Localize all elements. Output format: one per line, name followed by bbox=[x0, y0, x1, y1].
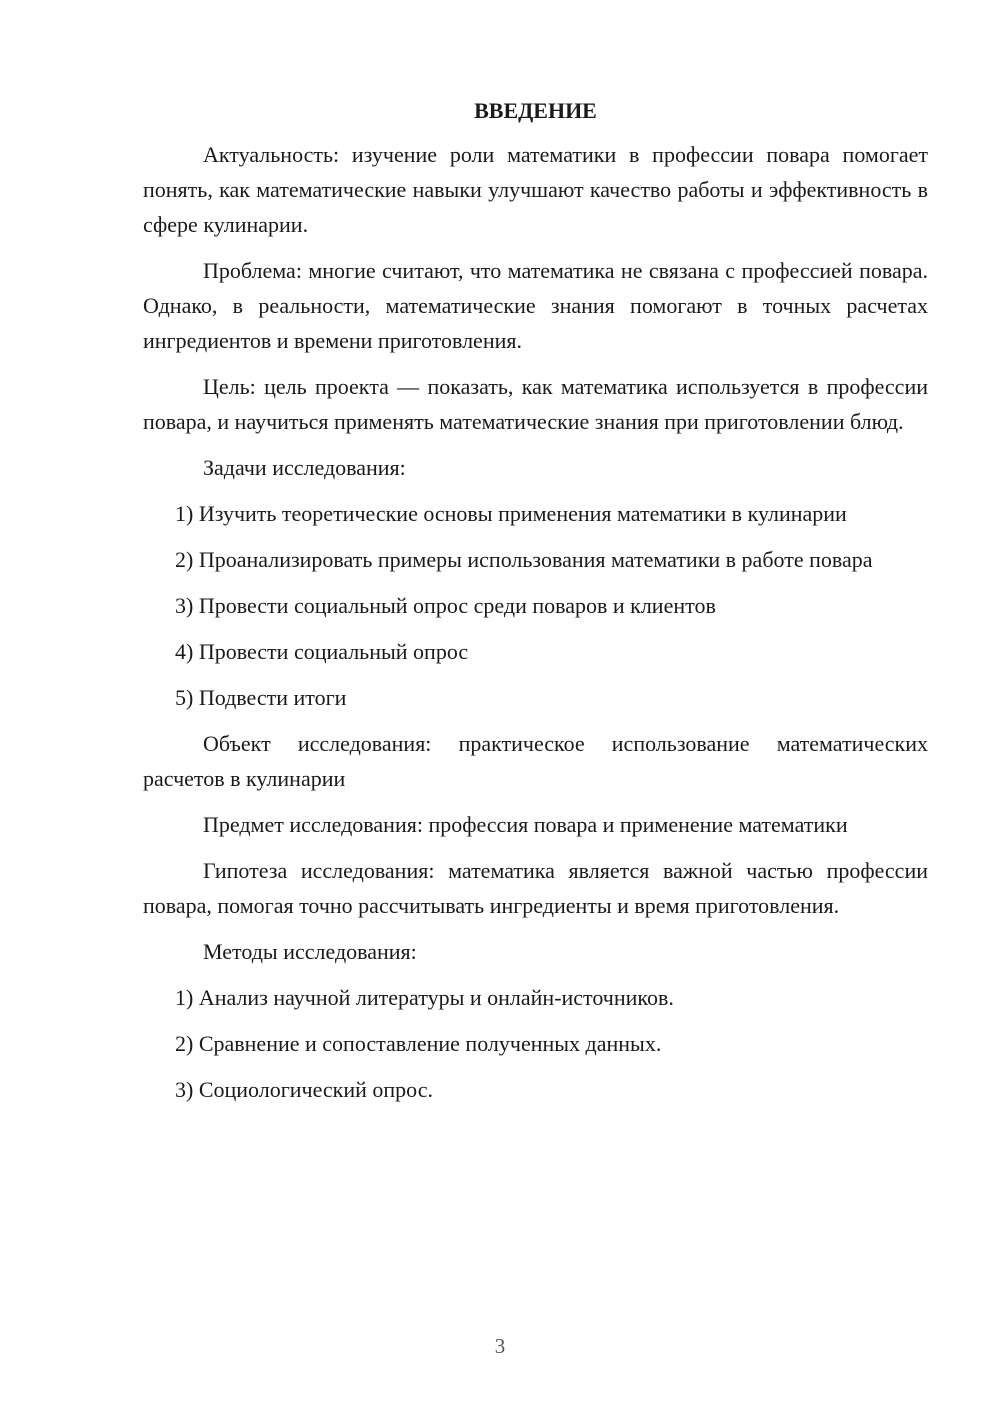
task-item-1: 1) Изучить теоретические основы применения математики в кулинарии bbox=[175, 501, 847, 526]
page-title: ВВЕДЕНИЕ bbox=[474, 98, 597, 123]
object-paragraph: Объект исследования: практическое использование математических расчетов в кулинарии bbox=[143, 731, 928, 791]
task-item-4: 4) Провести социальный опрос bbox=[175, 639, 469, 664]
method-item-1: 1) Анализ научной литературы и онлайн-источников. bbox=[175, 985, 674, 1010]
task-item-3: 3) Провести социальный опрос среди поваров и клиентов bbox=[175, 593, 716, 618]
methods-heading: Методы исследования: bbox=[203, 939, 417, 964]
problem-paragraph: Проблема: многие считают, что математика не связана с профессией повара. Однако, в реальности, математические знания помогают в точных расчетах ингредиентов и времени приготовления. bbox=[143, 258, 928, 353]
relevance-paragraph: Актуальность: изучение роли математики в профессии повара помогает понять, как математические навыки улучшают качество работы и эффективность в сфере кулинарии. bbox=[143, 142, 928, 237]
task-item-2: 2) Проанализировать примеры использования математики в работе повара bbox=[175, 547, 873, 572]
method-item-3: 3) Социологический опрос. bbox=[175, 1077, 433, 1102]
tasks-heading: Задачи исследования: bbox=[203, 455, 406, 480]
hypothesis-paragraph: Гипотеза исследования: математика является важной частью профессии повара, помогая точно рассчитывать ингредиенты и время приготовления. bbox=[143, 858, 928, 918]
page-number: 3 bbox=[494, 1334, 506, 1358]
subject-paragraph: Предмет исследования: профессия повара и применение математики bbox=[203, 812, 848, 837]
method-item-2: 2) Сравнение и сопоставление полученных данных. bbox=[175, 1031, 662, 1056]
page-content bbox=[143, 96, 928, 1118]
task-item-5: 5) Подвести итоги bbox=[175, 685, 347, 710]
goal-paragraph: Цель: цель проекта — показать, как математика используется в профессии повара, и научиться применять математические знания при приготовлении блюд. bbox=[143, 374, 928, 434]
